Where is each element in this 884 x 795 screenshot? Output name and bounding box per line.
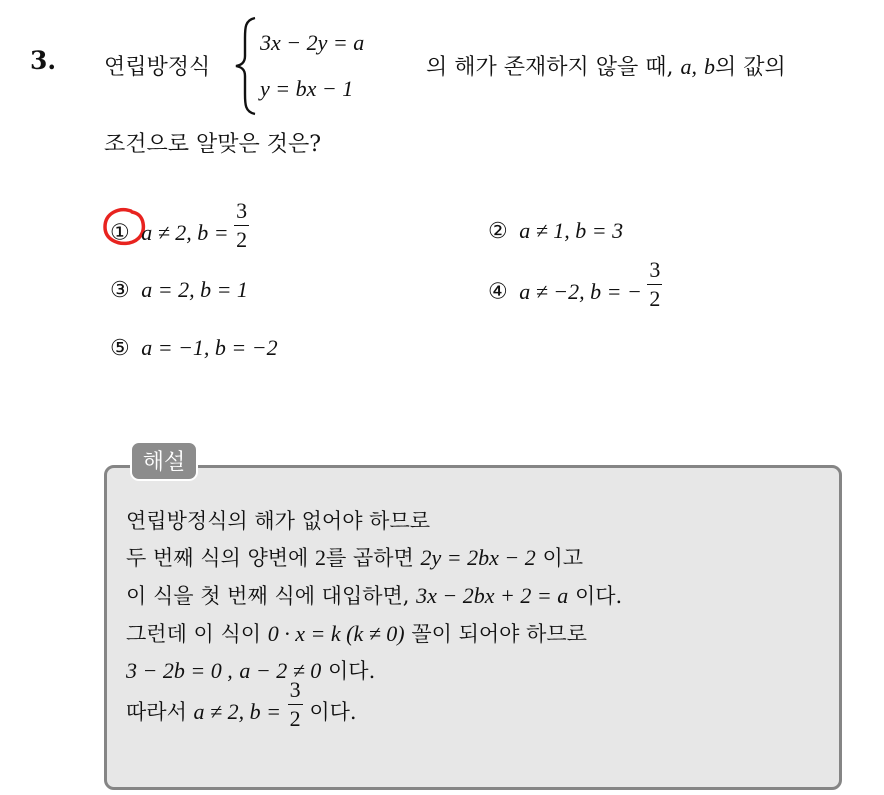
choice-5-marker: ⑤ (110, 335, 130, 360)
choice-1-fraction (234, 200, 249, 251)
choice-4-numerator: 3 (649, 257, 661, 282)
choice-2-marker: ② (488, 218, 508, 243)
solution-numerator: 3 (289, 677, 301, 702)
solution-line-6-b: a ≠ 2, b = (193, 699, 281, 724)
question-number: 3. (30, 46, 57, 75)
solution-line-5-b: a − 2 ≠ 0 (239, 658, 322, 683)
fraction-bar (288, 704, 303, 705)
choice-1-numerator: 3 (236, 198, 248, 223)
solution-line-4-a: 그런데 이 식이 (126, 622, 262, 646)
choice-4[interactable] (488, 257, 662, 311)
choice-3[interactable] (110, 277, 248, 303)
solution-line-2-a: 두 번째 식의 양변에 (126, 546, 309, 570)
solution-line-5-c: 이다. (328, 659, 376, 683)
solution-line-3 (126, 580, 622, 610)
solution-line-6-c: 이다. (309, 700, 357, 724)
solution-line-2-b: 2 (315, 545, 327, 570)
solution-line-3-a: 이 식을 첫 번째 식에 대입하면, (126, 584, 410, 608)
equation-2: y = bx − 1 (260, 76, 354, 101)
question-suffix-text: 의 해가 존재하지 않을 때, (426, 55, 674, 80)
solution-line-4-c: 꼴이 되어야 하므로 (411, 622, 587, 646)
solution-line-4-b: 0 · x = k (k ≠ 0) (267, 621, 405, 646)
solution-line-4 (126, 618, 587, 648)
question-line2: 조건으로 알맞은 것은? (104, 132, 322, 157)
fraction-bar (647, 284, 662, 285)
solution-line-2 (126, 542, 583, 572)
fraction-bar (234, 225, 249, 226)
solution-fraction (288, 679, 303, 730)
choice-1-denominator: 2 (236, 227, 248, 252)
choice-5-expr: a = −1, b = −2 (141, 335, 278, 360)
choice-4-marker: ④ (488, 278, 508, 304)
var-a: a, (680, 54, 697, 79)
solution-line-3-c: 이다. (574, 584, 623, 608)
system-brace (233, 16, 261, 116)
solution-tab-label: 해설 (130, 441, 198, 481)
question-prefix: 연립방정식 (104, 55, 211, 80)
solution-line-6-a: 따라서 (126, 700, 187, 724)
choice-3-expr: a = 2, b = 1 (141, 277, 248, 302)
choice-4-denominator: 2 (649, 286, 661, 311)
choice-4-fraction (647, 259, 662, 310)
solution-line-2-e: 이고 (542, 546, 584, 570)
solution-line-2-d: 2y = 2bx − 2 (420, 545, 536, 570)
solution-line-5-a: 3 − 2b = 0 , (126, 658, 233, 683)
choice-3-marker: ③ (110, 277, 130, 302)
var-b: b (704, 54, 715, 79)
question-suffix (426, 50, 786, 81)
solution-line-3-b: 3x − 2bx + 2 = a (416, 583, 569, 608)
solution-line-6 (126, 677, 357, 731)
solution-line-5 (126, 655, 375, 685)
choice-1[interactable] (110, 198, 249, 252)
equation-1: 3x − 2y = a (260, 30, 365, 55)
solution-line-1: 연립방정식의 해가 없어야 하므로 (126, 509, 431, 533)
choice-4-expr: a ≠ −2, b = − (519, 278, 642, 304)
choice-5[interactable] (110, 335, 278, 361)
solution-line-2-c: 를 곱하면 (326, 546, 414, 570)
question-suffix2: 의 값의 (715, 55, 786, 80)
choice-2[interactable] (488, 218, 623, 244)
choice-2-expr: a ≠ 1, b = 3 (519, 218, 624, 243)
choice-1-expr: a ≠ 2, b = (141, 219, 229, 245)
solution-denominator: 2 (289, 706, 301, 731)
choice-1-marker: ① (110, 219, 130, 245)
